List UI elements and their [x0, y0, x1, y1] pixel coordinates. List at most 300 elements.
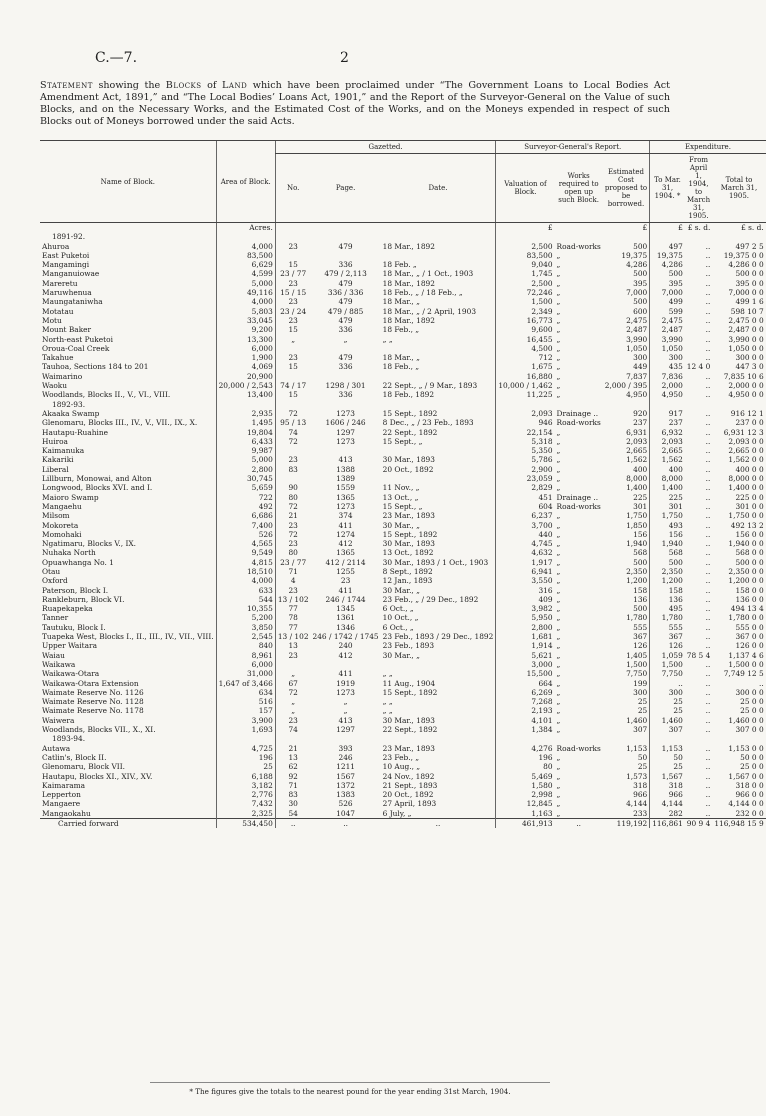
cell-works: „ — [556, 278, 561, 288]
table-row — [40, 483, 766, 492]
cell-area: 2,776 — [216, 790, 275, 799]
section-label: 1891-92. — [52, 232, 86, 242]
cell-works: „ — [556, 269, 561, 279]
cell-works: Drainage .. — [556, 492, 599, 502]
cell-from: .. — [705, 241, 711, 251]
cell-total: .. — [758, 678, 764, 688]
cell-from: .. — [705, 594, 711, 604]
cell-from: .. — [705, 334, 711, 344]
cell-date: 10 Oct., „ — [382, 613, 419, 623]
table-row — [40, 428, 766, 437]
cell-from: .. — [705, 622, 711, 632]
cell-no: 23 — [275, 521, 310, 530]
cell-page: 1273 — [336, 436, 355, 446]
cell-works: „ — [556, 678, 561, 688]
cell-est: 966 — [633, 790, 648, 800]
cell-from: .. — [705, 808, 711, 818]
cell-to: 2,487 — [650, 325, 685, 334]
cell-val: 72,246 — [496, 288, 555, 297]
cell-from: .. — [705, 250, 711, 260]
cell-from: .. — [705, 539, 711, 549]
cell-works: „ — [556, 622, 561, 632]
cell-no — [275, 446, 310, 455]
cell-est: 500 — [633, 269, 648, 279]
cell-est: 395 — [633, 278, 648, 288]
cell-area: 4,000 — [216, 297, 275, 306]
cell-est: 25 — [637, 706, 648, 716]
cell-area: 3,850 — [216, 623, 275, 632]
cell-works: „ — [556, 343, 561, 353]
cell-from: .. — [705, 743, 711, 753]
cell-from: .. — [705, 306, 711, 316]
cell-val: 1,917 — [496, 558, 555, 567]
cell-works: „ — [556, 353, 561, 363]
cell-total: 1,137 4 6 — [728, 650, 764, 660]
cell-page: 411 — [338, 669, 353, 679]
statement-lead: Statement — [40, 80, 93, 91]
cell-val: 23,059 — [496, 474, 555, 483]
cell-to: 1,750 — [650, 511, 685, 520]
cell-page: 336 — [338, 260, 353, 270]
cell-page: 1297 — [336, 725, 355, 735]
table-row — [40, 474, 766, 483]
cell-name: Oxford — [42, 576, 68, 586]
cell-works: „ — [556, 511, 561, 521]
statement-of: of — [201, 80, 223, 91]
unit-area: Acres. — [216, 223, 275, 233]
cell-works: Road-works — [556, 743, 601, 753]
cell-no: 80 — [275, 548, 310, 557]
cell-works: „ — [556, 576, 561, 586]
cell-name: Longwood, Blocks XVI. and I. — [42, 483, 153, 493]
cell-name: Takahue — [42, 353, 74, 363]
cell-from: .. — [705, 520, 711, 530]
col-total: Total to March 31, 1905. — [712, 154, 765, 223]
cell-est: 1,405 — [626, 650, 648, 660]
cell-to: 1,562 — [650, 455, 685, 464]
cell-name: Autawa — [42, 743, 71, 753]
cell-no — [275, 372, 310, 381]
cell-works: „ — [556, 799, 561, 809]
table-row — [40, 288, 766, 297]
cell-area: 8,961 — [216, 651, 275, 660]
cell-total: 497 2 5 — [735, 241, 764, 251]
cell-no: 77 — [275, 623, 310, 632]
cell-area: 634 — [216, 688, 275, 697]
cell-from: .. — [705, 687, 711, 697]
cell-works: „ — [556, 752, 561, 762]
cell-date: 15 Sept., „ — [382, 436, 423, 446]
cell-name: Waiwera — [42, 715, 75, 725]
cell-total: 916 12 1 — [730, 408, 764, 418]
table-row — [40, 623, 766, 632]
cell-total: 1,050 0 0 — [728, 343, 764, 353]
cell-name: Waikawa — [42, 659, 76, 669]
cell-page: 1606 / 246 — [325, 418, 366, 428]
cell-no: 54 — [275, 809, 310, 819]
cell-area: 20,000 / 2,543 — [216, 381, 275, 390]
cell-works: „ — [556, 771, 561, 781]
cell-est: 2,000 / 395 — [604, 381, 648, 391]
cell-no: „ — [275, 669, 310, 678]
table-row — [40, 446, 766, 455]
cell-name: Motatau — [42, 306, 74, 316]
cell-val: 5,786 — [496, 455, 555, 464]
cell-name: Maioro Swamp — [42, 492, 99, 502]
cell-from: .. — [705, 278, 711, 288]
cell-to: 126 — [650, 641, 685, 650]
cell-area: 1,693 — [216, 725, 275, 734]
cell-val: 316 — [496, 586, 555, 595]
cell-name: Tuapeka West, Blocks I., II., III., IV., VII., VIII. — [42, 632, 214, 642]
cell-works: „ — [556, 604, 561, 614]
table-row — [40, 279, 766, 288]
cell-est: 158 — [633, 585, 648, 595]
cell-total: 2,000 0 0 — [728, 381, 764, 391]
cell-to: 300 — [650, 353, 685, 362]
cell-works: Road-works — [556, 241, 601, 251]
cell-total: 19,375 0 0 — [723, 250, 764, 260]
cell-total: 400 0 0 — [735, 464, 764, 474]
cell-no: 15 — [275, 390, 310, 399]
cell-no: 23 — [275, 539, 310, 548]
table-row — [40, 502, 766, 511]
cell-total: 1,153 0 0 — [728, 743, 764, 753]
cell-works: „ — [556, 371, 561, 381]
cf-to: 116,861 — [650, 819, 685, 829]
cell-name: Maungataniwha — [42, 297, 103, 307]
cell-area: 4,599 — [216, 269, 275, 278]
cell-area: 18,510 — [216, 567, 275, 576]
cell-page: 479 / 885 — [327, 306, 364, 316]
cell-to: 1,500 — [650, 660, 685, 669]
cell-est: 300 — [633, 687, 648, 697]
cell-page: 526 — [338, 799, 353, 809]
cell-val: 664 — [496, 679, 555, 688]
cell-from: .. — [705, 585, 711, 595]
cell-val: 16,455 — [496, 335, 555, 344]
cell-area: 20,900 — [216, 372, 275, 381]
cell-area: 3,182 — [216, 781, 275, 790]
cell-name: Hautapu, Blocks XI., XIV., XV. — [42, 771, 153, 781]
cell-area: 13,400 — [216, 390, 275, 399]
cell-from: .. — [705, 790, 711, 800]
cell-no: 90 — [275, 483, 310, 492]
cell-works: „ — [556, 641, 561, 651]
cell-name: Woodlands, Blocks II., V., VI., VIII. — [42, 390, 171, 400]
unit-from: £ s. d. — [687, 223, 711, 232]
cell-works: „ — [556, 464, 561, 474]
cell-name: Ngatimaru, Blocks V., IX. — [42, 539, 136, 549]
cell-no: 13 / 102 — [275, 632, 310, 641]
cell-area: 33,045 — [216, 316, 275, 325]
cell-val: 15,500 — [496, 669, 555, 678]
cell-area: 9,987 — [216, 446, 275, 455]
cell-from: .. — [705, 752, 711, 762]
cell-page: 246 / 1742 / 1745 — [312, 632, 379, 642]
table-row — [40, 688, 766, 697]
cell-from: .. — [705, 381, 711, 391]
cell-date: 18 Feb. „ — [382, 260, 417, 270]
table-row — [40, 576, 766, 585]
cell-page: „ — [343, 334, 348, 344]
table-row — [40, 242, 766, 251]
cell-page: 479 — [338, 353, 353, 363]
cell-area: 1,900 — [216, 353, 275, 362]
cell-from: .. — [705, 455, 711, 465]
cell-total: 568 0 0 — [735, 548, 764, 558]
cell-page: 246 — [338, 752, 353, 762]
cell-area: 6,433 — [216, 437, 275, 446]
cell-est: 367 — [633, 632, 648, 642]
cell-works: „ — [556, 557, 561, 567]
cell-area: 526 — [216, 530, 275, 539]
cell-date: 24 Nov., 1892 — [382, 771, 435, 781]
cell-to: 25 — [650, 697, 685, 706]
cell-no: 95 / 13 — [275, 418, 310, 427]
cf-page: .. — [311, 819, 381, 829]
cell-val: 11,225 — [496, 390, 555, 399]
cell-to: 156 — [650, 530, 685, 539]
cell-total: 25 0 0 — [740, 762, 764, 772]
cell-area: 7,400 — [216, 521, 275, 530]
cf-date: .. — [381, 819, 496, 829]
cell-from: .. — [705, 483, 711, 493]
cell-total: 1,750 0 0 — [728, 511, 764, 521]
cell-name: Waimarino — [42, 371, 83, 381]
cell-val: 4,745 — [496, 539, 555, 548]
cell-val: 2,998 — [496, 790, 555, 799]
cell-date: 30 Mar., „ — [382, 520, 420, 530]
col-expenditure: Expenditure. — [650, 141, 766, 154]
table-row — [40, 744, 766, 753]
cell-page: 246 / 1744 — [325, 594, 366, 604]
carried-forward-row — [40, 819, 766, 829]
cell-total: 1,400 0 0 — [728, 483, 764, 493]
table-row — [40, 344, 766, 353]
col-page: Page. — [311, 154, 381, 223]
cell-no: 23 — [275, 716, 310, 725]
cell-est: 8,000 — [626, 474, 648, 484]
cell-total: 367 0 0 — [735, 632, 764, 642]
cell-to: 1,567 — [650, 772, 685, 781]
cell-val: 3,550 — [496, 576, 555, 585]
cell-to: 301 — [650, 502, 685, 511]
cell-date: 18 Feb., „ / 18 Feb., „ — [382, 288, 463, 298]
cell-page: 336 — [338, 362, 353, 372]
cell-no: 30 — [275, 799, 310, 808]
cell-val: 2,093 — [496, 409, 555, 418]
units-row — [40, 223, 766, 233]
cell-date: 22 Sept., 1892 — [382, 725, 438, 735]
cell-date: „ „ — [382, 334, 393, 344]
cell-date: 23 Feb., 1893 — [382, 641, 435, 651]
cell-works: „ — [556, 474, 561, 484]
cell-est: 500 — [633, 557, 648, 567]
cell-total: 25 0 0 — [740, 697, 764, 707]
cell-from: .. — [705, 501, 711, 511]
cell-from: .. — [705, 529, 711, 539]
cell-to: 966 — [650, 790, 685, 799]
cell-val: 2,500 — [496, 279, 555, 288]
cell-total: 2,487 0 0 — [728, 325, 764, 335]
cell-no — [275, 344, 310, 353]
cf-area: 534,450 — [216, 819, 275, 829]
cell-page — [311, 251, 381, 260]
cell-no — [275, 660, 310, 669]
cell-date: 18 Feb., „ — [382, 362, 420, 372]
cell-from: .. — [705, 706, 711, 716]
cell-val: 12,845 — [496, 799, 555, 808]
cell-works: „ — [556, 632, 561, 642]
cell-works: „ — [556, 585, 561, 595]
cell-est: 2,487 — [626, 325, 648, 335]
cell-name: Upper Waitara — [42, 641, 97, 651]
cell-name: Waiau — [42, 650, 65, 660]
table-row — [40, 316, 766, 325]
cell-date: „ „ — [382, 669, 393, 679]
cell-total: 1,780 0 0 — [728, 613, 764, 623]
cell-name: Liberal — [42, 464, 69, 474]
cell-no: 23 — [275, 353, 310, 362]
cell-no: 72 — [275, 437, 310, 446]
cell-page: 336 — [338, 390, 353, 400]
cell-area: 516 — [216, 697, 275, 706]
cell-est: 1,460 — [626, 715, 648, 725]
cell-page: 479 — [338, 241, 353, 251]
cell-date: 23 Feb., „ — [382, 752, 420, 762]
cell-name: Nuhaka North — [42, 548, 96, 558]
cell-from: 12 4 0 — [686, 362, 711, 372]
cell-to: 367 — [650, 632, 685, 641]
cell-date: 30 Mar., „ — [382, 650, 420, 660]
cell-from: .. — [705, 297, 711, 307]
cell-area: 633 — [216, 586, 275, 595]
cell-val: 3,982 — [496, 604, 555, 613]
cell-date: 23 Mar., 1893 — [382, 743, 435, 753]
cell-from: .. — [705, 269, 711, 279]
cell-date: 18 Mar., „ — [382, 297, 420, 307]
cell-no — [275, 251, 310, 260]
cell-from: .. — [705, 604, 711, 614]
cell-est: 1,573 — [626, 771, 648, 781]
cell-to: 395 — [650, 279, 685, 288]
cell-date: 10 Aug., „ — [382, 762, 421, 772]
cell-to: 4,286 — [650, 260, 685, 269]
document-code: C.—7. — [95, 50, 138, 66]
cell-name: Mount Baker — [42, 325, 92, 335]
cell-page: 1274 — [336, 529, 355, 539]
cell-works: „ — [556, 697, 561, 707]
cell-to: 7,000 — [650, 288, 685, 297]
section-label: 1892-93. — [52, 399, 86, 409]
cell-page: 374 — [338, 511, 353, 521]
table-row — [40, 558, 766, 567]
cf-total: 116,948 15 9 — [714, 819, 764, 828]
table-row — [40, 353, 766, 362]
cell-from: .. — [705, 613, 711, 623]
cell-to: 1,153 — [650, 744, 685, 753]
cell-from: .. — [705, 669, 711, 679]
cell-val: 9,600 — [496, 325, 555, 334]
cell-from: .. — [705, 288, 711, 298]
statement-heading — [40, 80, 670, 128]
cell-page: 1372 — [336, 780, 355, 790]
cell-from: .. — [705, 418, 711, 428]
cell-name: Waimate Reserve No. 1178 — [42, 706, 144, 716]
cell-total: 8,000 0 0 — [728, 474, 764, 484]
col-sg-report: Surveyor-General's Report. — [496, 141, 650, 154]
cell-name: Mareretu — [42, 278, 78, 288]
cell-to: 1,400 — [650, 483, 685, 492]
cell-no: 13 — [275, 641, 310, 650]
cell-works: „ — [556, 427, 561, 437]
cell-name: East Puketoi — [42, 250, 90, 260]
cell-page: 412 / 2114 — [325, 557, 366, 567]
cell-area: 492 — [216, 502, 275, 511]
cf-val: 461,913 — [496, 819, 555, 829]
cell-no: „ — [275, 335, 310, 344]
cell-name: Manganuiowae — [42, 269, 100, 279]
cell-val: 5,469 — [496, 772, 555, 781]
cf-from: 90 9 4 — [686, 819, 711, 828]
cell-area: 2,935 — [216, 409, 275, 418]
cell-val: 196 — [496, 753, 555, 762]
cell-from: .. — [705, 446, 711, 456]
cell-total: 1,200 0 0 — [728, 576, 764, 586]
cell-works: „ — [556, 315, 561, 325]
cell-est: 1,562 — [626, 455, 648, 465]
cell-no: 77 — [275, 604, 310, 613]
cell-works: „ — [556, 594, 561, 604]
cell-total: 598 10 7 — [730, 306, 764, 316]
cell-works: Road-works — [556, 418, 601, 428]
cell-area: 2,545 — [216, 632, 275, 641]
cell-area: 5,000 — [216, 455, 275, 464]
cell-total: 1,562 0 0 — [728, 455, 764, 465]
table-row — [40, 437, 766, 446]
cell-est: 2,350 — [626, 566, 648, 576]
cell-works: „ — [556, 762, 561, 772]
cell-page: 413 — [338, 455, 353, 465]
cell-val: 4,101 — [496, 716, 555, 725]
cell-date: 6 July, „ — [382, 808, 412, 818]
cell-total: 300 0 0 — [735, 687, 764, 697]
cell-area: 4,069 — [216, 362, 275, 371]
cell-date: „ „ — [382, 706, 393, 716]
cell-no: 78 — [275, 613, 310, 622]
cell-no: 4 — [275, 576, 310, 585]
cell-area: 31,000 — [216, 669, 275, 678]
cell-name: Akaaka Swamp — [42, 408, 100, 418]
cell-val: 1,675 — [496, 362, 555, 371]
cell-area: 1,647 of 3,466 — [216, 679, 275, 688]
cell-date: 30 Mar., 1893 / 1 Oct., 1903 — [382, 557, 489, 567]
cell-name: Glenomaru, Block VII. — [42, 762, 125, 772]
cell-est: 555 — [633, 622, 648, 632]
cell-page — [311, 446, 381, 455]
table-row — [40, 362, 766, 371]
cell-area: 4,725 — [216, 744, 275, 753]
cell-to: 307 — [650, 725, 685, 734]
cell-val: 6,941 — [496, 567, 555, 576]
cell-val: 1,384 — [496, 725, 555, 734]
cell-val: 712 — [496, 353, 555, 362]
table-row — [40, 632, 766, 641]
cell-total: 4,286 0 0 — [728, 260, 764, 270]
cell-area: 2,800 — [216, 465, 275, 474]
cell-from: .. — [705, 325, 711, 335]
